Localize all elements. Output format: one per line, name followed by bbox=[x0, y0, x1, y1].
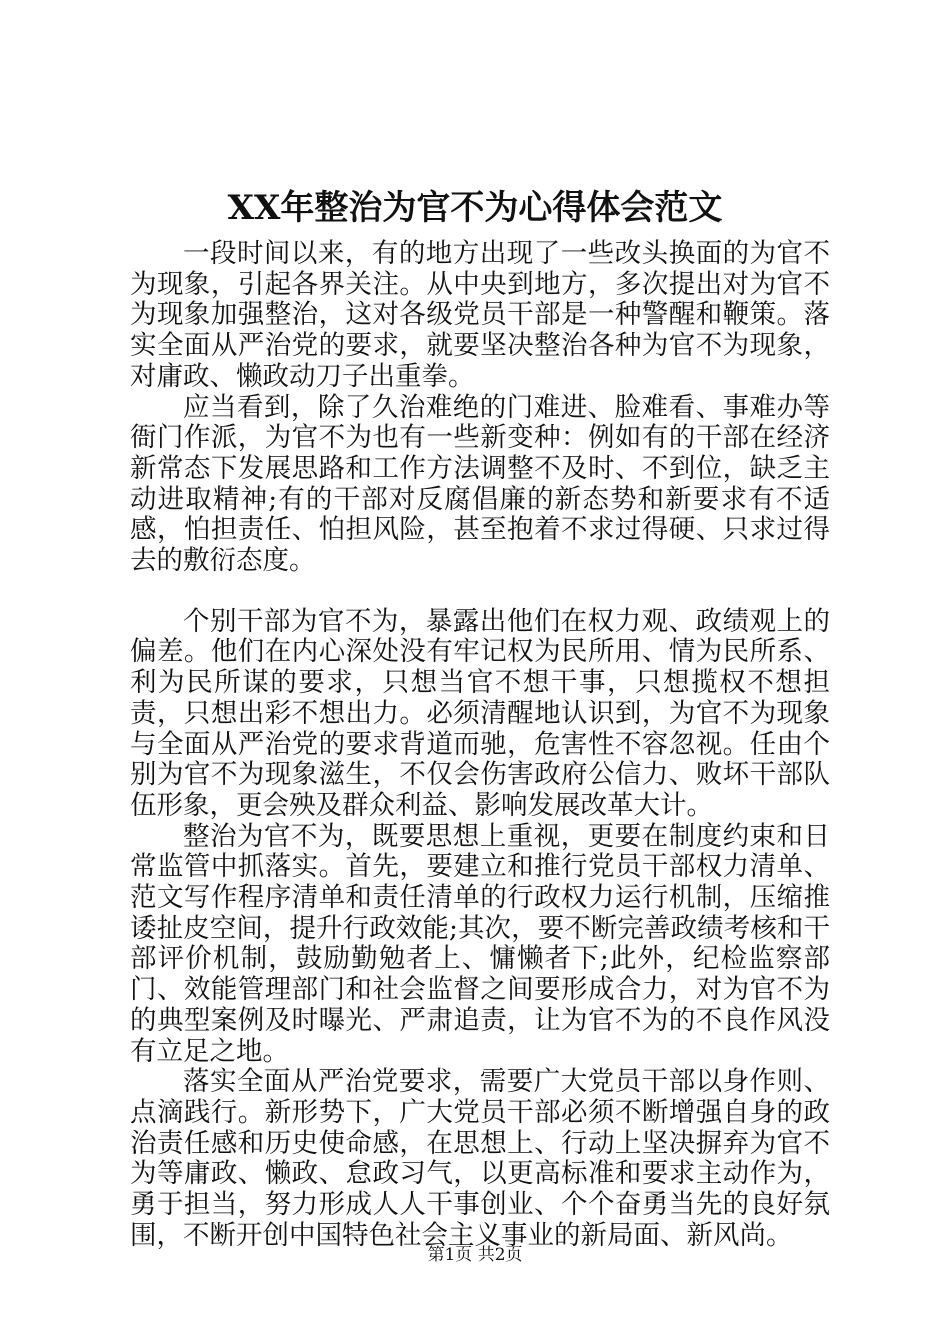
document-title: XX年整治为官不为心得体会范文 bbox=[227, 188, 723, 228]
paragraph-2: 应当看到，除了久治难绝的门难进、脸难看、事难办等衙门作派，为官不为也有一些新变种：例如有的干部在经济新常态下发展思路和工作方法调整不及时、不到位，缺乏主动进取精神;有的干部对反腐倡廉的新态势和新要求有不适感，怕担责任、怕担风险，甚至抱着不求过得硬、只求过得去的敷衍态度。 bbox=[130, 391, 830, 577]
document-body bbox=[130, 239, 830, 1252]
paragraph-3: 个别干部为官不为，暴露出他们在权力观、政绩观上的偏差。他们在内心深处没有牢记权为民所用、情为民所系、利为民所谋的要求，只想当官不想干事，只想揽权不想担责，只想出彩不想出力。必须清醒地认识到，为官不为现象与全面从严治党的要求背道而驰，危害性不容忽视。任由个别为官不为现象滋生，不仅会伤害政府公信力、败坏干部队伍形象，更会殃及群众利益、影响发展改革大计。 bbox=[130, 605, 830, 821]
paragraph-4: 整治为官不为，既要思想上重视，更要在制度约束和日常监管中抓落实。首先，要建立和推行党员干部权力清单、范文写作程序清单和责任清单的行政权力运行机制，压缩推诿扯皮空间，提升行政效能;其次，要不断完善政绩考核和干部评价机制，鼓励勤勉者上、慵懒者下;此外，纪检监察部门、效能管理部门和社会监督之间要形成合力，对为官不为的典型案例及时曝光、严肃追责，让为官不为的不良作风没有立足之地。 bbox=[130, 820, 830, 1067]
paragraph-5: 落实全面从严治党要求，需要广大党员干部以身作则、点滴践行。新形势下，广大党员干部必须不断增强自身的政治责任感和历史使命感，在思想上、行动上坚决摒弃为官不为等庸政、懒政、怠政习气，以更高标准和要求主动作为，勇于担当，努力形成人人干事创业、个个奋勇当先的良好氛围，不断开创中国特色社会主义事业的新局面、新风尚。 bbox=[130, 1066, 830, 1251]
paragraph-1: 一段时间以来，有的地方出现了一些改头换面的为官不为现象，引起各界关注。从中央到地方，多次提出对为官不为现象加强整治，这对各级党员干部是一种警醒和鞭策。落实全面从严治党的要求，就要坚决整治各种为官不为现象，对庸政、懒政动刀子出重拳。 bbox=[130, 238, 830, 392]
page-number-footer: 第1页 共2页 bbox=[427, 1245, 523, 1265]
